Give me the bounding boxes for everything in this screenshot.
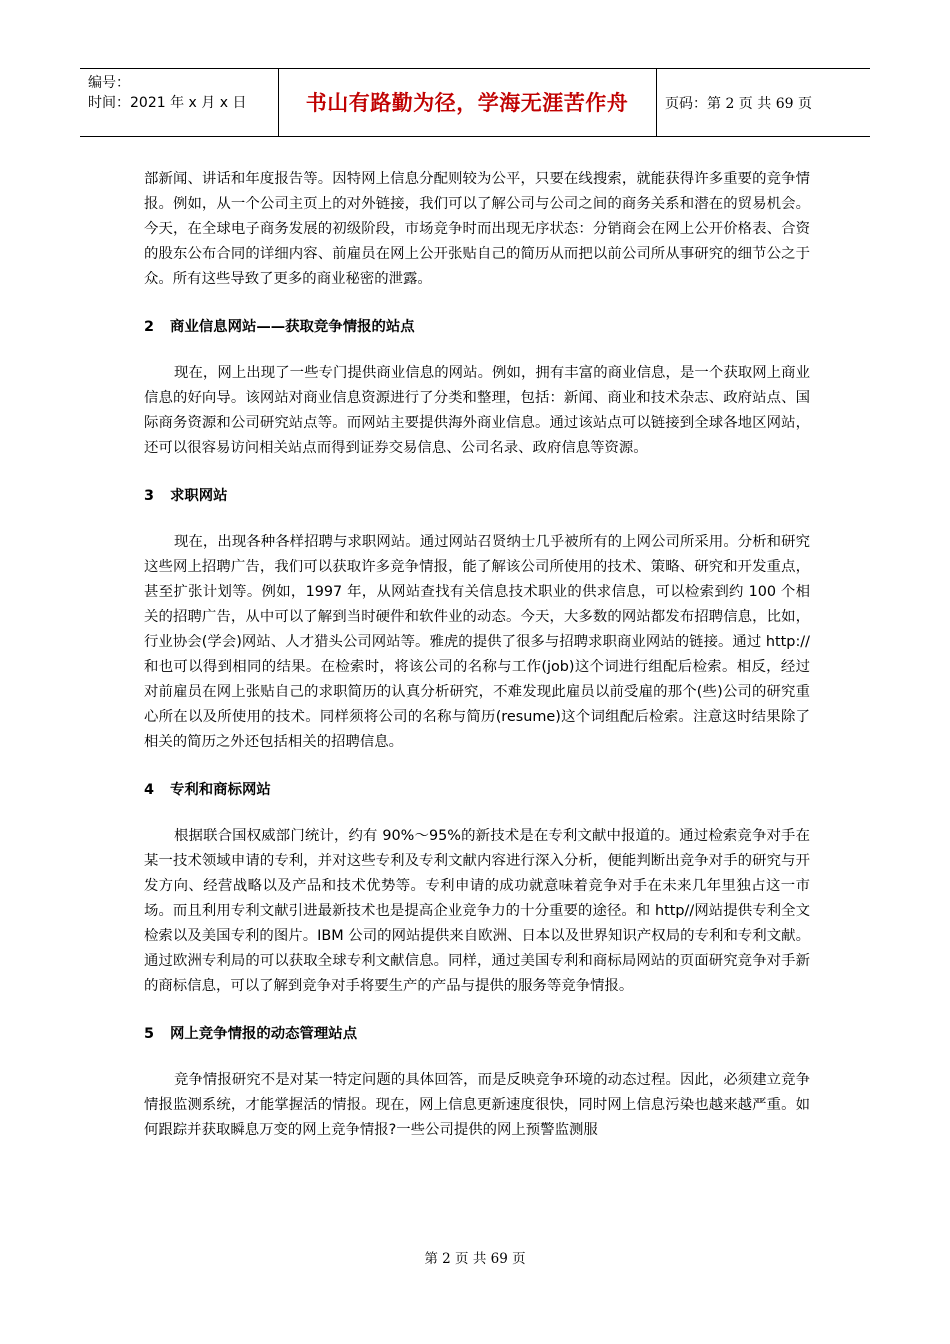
section-number: 3 [144,488,155,504]
section-paragraph-5: 竞争情报研究不是对某一特定问题的具体回答，而是反映竞争环境的动态过程。因此，必须建立竞争情报监测系统，才能掌握活的情报。现在，网上信息更新速度很快，同时网上信息污染也越来越严重。如何跟踪并获取瞬息万变的网上竞争情报?一些公司提供的网上预警监测服 [144,1072,810,1138]
header-bottom-rule [80,136,870,137]
section-title: 专利和商标网站 [170,782,271,798]
section-number: 4 [144,782,155,798]
header-time-label: 时间：2021 年 x 月 x 日 [88,95,247,111]
section-heading-2 [144,315,810,340]
section-number: 2 [144,319,155,335]
section-title: 商业信息网站——获取竞争情报的站点 [170,319,415,335]
header-motto: 书山有路勤为径，学海无涯苦作舟 [305,90,629,115]
header-meta [88,73,246,113]
section-heading-5 [144,1022,810,1047]
section-number: 5 [144,1026,155,1042]
section-title: 网上竞争情报的动态管理站点 [170,1026,358,1042]
page-footer: 第 2 页 共 69 页 [424,1251,526,1267]
intro-paragraph: 部新闻、讲话和年度报告等。因特网上信息分配则较为公平，只要在线搜索，就能获得许多重要的竞争情报。例如，从一个公司主页上的对外链接，我们可以了解公司与公司之间的商务关系和潜在的贸易机会。今天，在全球电子商务发展的初级阶段，市场竞争时而出现无序状态：分销商会在网上公开价格表、合资的股东公布合同的详细内容、前雇员在网上公开张贴自己的简历从而把以前公司所从事研究的细节公之于众。所有这些导致了更多的商业秘密的泄露。 [144,171,810,287]
section-paragraph-3: 现在，出现各种各样招聘与求职网站。通过网站召贤纳士几乎被所有的上网公司所采用。分析和研究这些网上招聘广告，我们可以获取许多竞争情报，能了解该公司所使用的技术、策略、研究和开发重点，甚至扩张计划等。例如，1997 年，从网站查找有关信息技术职业的供求信息，可以检索到约 100 个相关的招聘广告，从中可以了解到当时硬件和软件业的动态。今天，大多数的网站都发布招聘信息，比如，行业协会(学会)网站、人才猎头公司网站等。雅虎的提供了很多与招聘求职商业网站的链接。通过 http://和也可以得到相同的结果。在检索时，将该公司的名称与工作(job)这个词进行组配后检索。相反，经过对前雇员在网上张贴自己的求职简历的认真分析研究，不难发现此雇员以前受雇的那个(些)公司的研究重心所在以及所使用的技术。同样须将公司的名称与简历(resume)这个词组配后检索。注意这时结果除了相关的简历之外还包括相关的招聘信息。 [144,534,810,750]
header-number-label: 编号： [88,75,130,91]
section-title: 求职网站 [170,488,228,504]
section-paragraph-4: 根据联合国权威部门统计，约有 90%～95%的新技术是在专利文献中报道的。通过检索竞争对手在某一技术领域申请的专利，并对这些专利及专利文献内容进行深入分析，便能判断出竞争对手的研究与开发方向、经营战略以及产品和技术优势等。专利申请的成功就意味着竞争对手在未来几年里独占这一市场。而且利用专利文献引进最新技术也是提高企业竞争力的十分重要的途径。和 http//网站提供专利全文检索以及美国专利的图片。IBM 公司的网站提供来自欧洲、日本以及世界知识产权局的专利和专利文献。通过欧洲专利局的可以获取全球专利文献信息。同样，通过美国专利和商标局网站的页面研究竞争对手新的商标信息，可以了解到竞争对手将要生产的产品与提供的服务等竞争情报。 [144,828,810,994]
header-divider-right [656,68,657,136]
section-paragraph-2: 现在，网上出现了一些专门提供商业信息的网站。例如，拥有丰富的商业信息，是一个获取网上商业信息的好向导。该网站对商业信息资源进行了分类和整理，包括：新闻、商业和技术杂志、政府站点、国际商务资源和公司研究站点等。而网站主要提供海外商业信息。通过该站点可以链接到全球各地区网站，还可以很容易访问相关站点而得到证券交易信息、公司名录、政府信息等资源。 [144,365,810,456]
section-heading-3 [144,484,810,509]
section-heading-4 [144,778,810,803]
page-header [80,68,870,136]
header-page-info: 页码：第 2 页 共 69 页 [665,96,812,112]
document-body [144,167,810,1143]
